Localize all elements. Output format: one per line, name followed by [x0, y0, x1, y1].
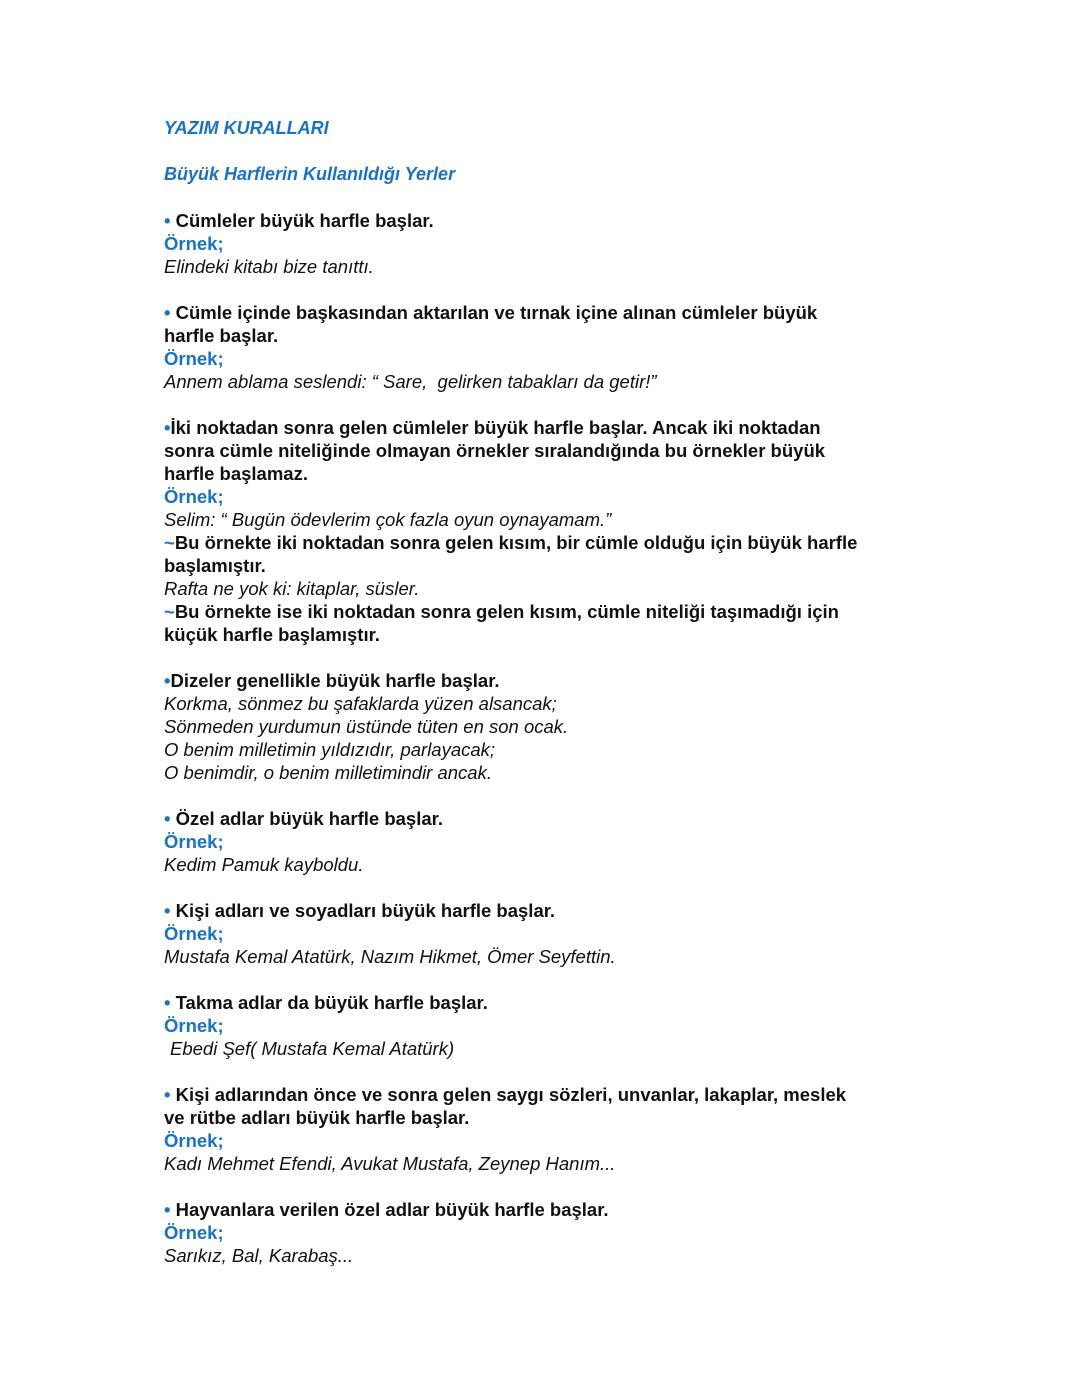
rule-section-5 — [164, 807, 924, 876]
example-text: Kedim Pamuk kayboldu. — [164, 854, 364, 875]
rule-section-4 — [164, 669, 924, 784]
poem-line: Sönmeden yurdumun üstünde tüten en son ocak. — [164, 716, 569, 737]
example-label: Örnek; — [164, 486, 224, 507]
note-text: ~Bu örnekte ise iki noktadan sonra gelen kısım, cümle niteliği taşımadığı için — [164, 601, 839, 622]
example-label: Örnek; — [164, 831, 224, 852]
example-text: Mustafa Kemal Atatürk, Nazım Hikmet, Ömer Seyfettin. — [164, 946, 616, 967]
example-text: Kadı Mehmet Efendi, Avukat Mustafa, Zeynep Hanım... — [164, 1153, 616, 1174]
rule-section-2 — [164, 301, 924, 393]
note-text-cont: küçük harfle başlamıştır. — [164, 624, 380, 645]
tilde-icon: ~ — [164, 601, 175, 622]
example-text: Elindeki kitabı bize tanıttı. — [164, 256, 374, 277]
rule-text: •Dizeler genellikle büyük harfle başlar. — [164, 670, 500, 691]
poem-line: O benimdir, o benim milletimindir ancak. — [164, 762, 492, 783]
rule-text: • Kişi adlarından önce ve sonra gelen saygı sözleri, unvanlar, lakaplar, meslek — [164, 1084, 847, 1105]
rule-text: • Cümle içinde başkasından aktarılan ve tırnak içine alınan cümleler büyük — [164, 302, 818, 323]
rule-text: • Özel adlar büyük harfle başlar. — [164, 808, 443, 829]
rule-text: • Takma adlar da büyük harfle başlar. — [164, 992, 488, 1013]
bullet-icon: • — [164, 1084, 176, 1105]
rule-text: •İki noktadan sonra gelen cümleler büyük harfle başlar. Ancak iki noktadan — [164, 417, 821, 438]
example-label: Örnek; — [164, 923, 224, 944]
rule-text-cont: ve rütbe adları büyük harfle başlar. — [164, 1107, 470, 1128]
example-label: Örnek; — [164, 233, 224, 254]
rule-section-3 — [164, 416, 924, 646]
rule-text: • Kişi adları ve soyadları büyük harfle başlar. — [164, 900, 556, 921]
example-text: Sarıkız, Bal, Karabaş... — [164, 1245, 354, 1266]
document-page — [164, 117, 924, 1290]
example-label: Örnek; — [164, 1222, 224, 1243]
example-text: Ebedi Şef( Mustafa Kemal Atatürk) — [170, 1038, 455, 1059]
rule-text-cont: harfle başlamaz. — [164, 463, 308, 484]
rule-section-9 — [164, 1198, 924, 1267]
rule-section-8 — [164, 1083, 924, 1175]
rule-text-cont: harfle başlar. — [164, 325, 279, 346]
note-text-cont: başlamıştır. — [164, 555, 266, 576]
rule-text: • Cümleler büyük harfle başlar. — [164, 210, 434, 231]
example-text: Selim: “ Bugün ödevlerim çok fazla oyun oynayamam.” — [164, 509, 612, 530]
tilde-icon: ~ — [164, 532, 175, 553]
bullet-icon: • — [164, 417, 171, 438]
example-label: Örnek; — [164, 1130, 224, 1151]
rule-text: • Hayvanlara verilen özel adlar büyük harfle başlar. — [164, 1199, 609, 1220]
example-label: Örnek; — [164, 1015, 224, 1036]
section-heading: Büyük Harflerin Kullanıldığı Yerler — [164, 164, 456, 184]
example-text: Annem ablama seslendi: “ Sare, gelirken tabakları da getir!” — [164, 371, 657, 392]
bullet-icon: • — [164, 808, 176, 829]
bullet-icon: • — [164, 1199, 176, 1220]
bullet-icon: • — [164, 302, 176, 323]
bullet-icon: • — [164, 210, 176, 231]
bullet-icon: • — [164, 992, 176, 1013]
example-text: Rafta ne yok ki: kitaplar, süsler. — [164, 578, 420, 599]
bullet-icon: • — [164, 670, 171, 691]
note-text: ~Bu örnekte iki noktadan sonra gelen kısım, bir cümle olduğu için büyük harfle — [164, 532, 858, 553]
rule-text-cont: sonra cümle niteliğinde olmayan örnekler sıralandığında bu örnekler büyük — [164, 440, 826, 461]
document-title: YAZIM KURALLARI — [164, 118, 329, 138]
rule-section-7 — [164, 991, 924, 1060]
rule-section-6 — [164, 899, 924, 968]
rule-section-1 — [164, 209, 924, 278]
example-label: Örnek; — [164, 348, 224, 369]
poem-line: Korkma, sönmez bu şafaklarda yüzen alsancak; — [164, 693, 557, 714]
poem-line: O benim milletimin yıldızıdır, parlayacak; — [164, 739, 496, 760]
bullet-icon: • — [164, 900, 176, 921]
